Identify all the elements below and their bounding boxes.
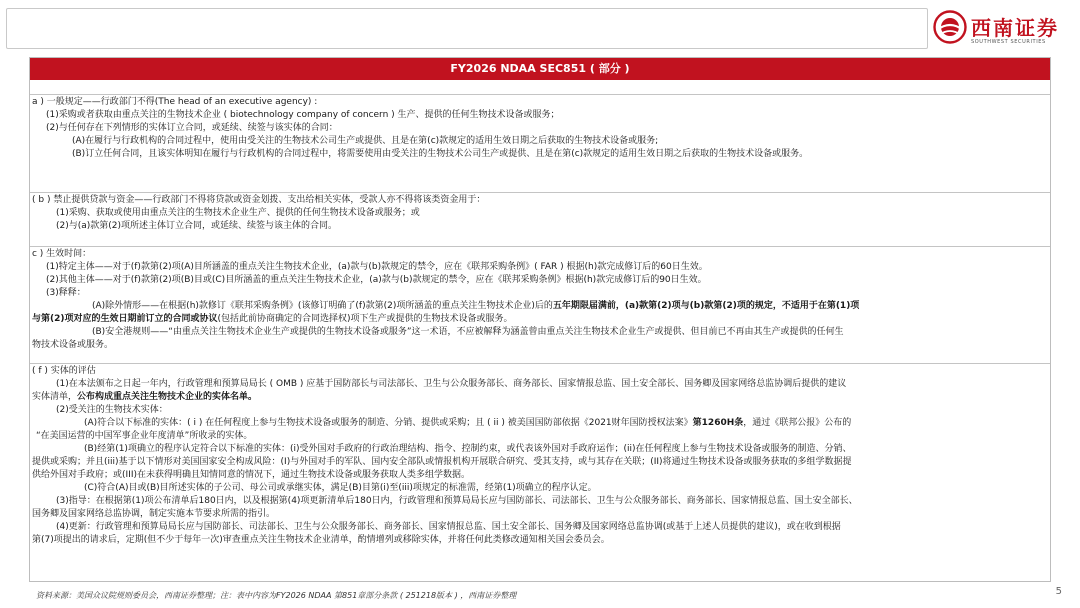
section-f-item-2a-line1 <box>32 417 1048 430</box>
section-c-item-3a-tail: (包括此前协商确定的合同选择权)项下生产或提供的生物技术设备或服务。 <box>217 314 513 324</box>
section-b-heading: ( b ) 禁止提供贷款与资金——行政部门不得将贷款或资金划拨、支出给相关实体，受款人亦不得将该类资金用于： <box>32 195 486 205</box>
section-a-heading: a ) 一般规定——行政部门不得(The head of an executive agency) : <box>32 97 318 107</box>
section-c-item-3a-emphasis: 五年期限届满前，(a)款第(2)项与(b)款第(2)项的规定，不适用于在第(1)项 <box>552 301 860 311</box>
section-b <box>30 192 1050 246</box>
section-c-item-3a-emphasis-2: 与第(2)项对应的生效日期前订立的合同或协议 <box>32 314 218 324</box>
section-f-item-1-emphasis: 公布构成重点关注生物技术企业的实体名单。 <box>77 392 258 402</box>
section-c-item-3a-text: (A)除外情形——在根据(h)款修订《联邦采购条例》(该修订明确了(f)款第(2)项所涵盖的重点关注生物技术企业)后的 <box>92 301 553 311</box>
section-c-item-3: (3)释释： <box>46 288 86 298</box>
source-note: 资料来源：美国众议院规则委员会，西南证券整理；注：表中内容为FY2026 NDAA 第851章部分条款 ( 251218版本 ) ，西南证券整理 <box>36 591 517 600</box>
section-f-item-1-text: 实体清单， <box>32 392 78 402</box>
section-a-item-1: (1)采购或者获取由重点关注的生物技术企业 ( biotechnology company of concern ) 生产、提供的任何生物技术设备或服务； <box>46 110 560 120</box>
ndaa-table <box>29 57 1051 582</box>
table-title: FY2026 NDAA SEC851 ( 部分 ) <box>30 58 1050 80</box>
section-a-item-2b: (B)订立任何合同，且该实体明知在履行与行政机构的合同过程中，将需要使用由受关注的生物技术公司生产或提供、且是在第(c)款规定的适用生效日期之后获取的生物技术设备或服务。 <box>72 149 809 159</box>
section-f-item-3-line1: (3)指导：在根据第(1)项公布清单后180日内，以及根据第(4)项更新清单后180日内，行政管理和预算局局长应与国防部长、司法部长、卫生与公众服务部长、商务部长、国家情报总监、国土安全部长、 <box>56 496 858 506</box>
brand-name-en: SOUTHWEST SECURITIES <box>971 39 1046 45</box>
section-f-item-2c: (C)符合(A)目或(B)目所述实体的子公司、母公司或承继实体，满足(B)目第(i)至(iii)项规定的标准需，经第(1)项确立的程序认定。 <box>84 483 597 493</box>
section-f-item-2a-line2: “在美国运营的中国军事企业年度清单”所收录的实体。 <box>36 431 253 441</box>
section-f-item-2b-line3: 供给外国对手政府；或(III)在未获得明确且知情同意的情况下，通过生物技术设备或服务获取人类多组学数据。 <box>32 470 470 480</box>
section-a <box>30 94 1050 192</box>
section-f-item-2b-line2: 提供或采购；并且(iii)基于以下情形对美国国家安全构成风险：(I)与外国对手的军队、国内安全部队或情报机构开展联合研究、受其支持，或与其存在关联；(II)将通过生物技术设备或服务获取的多组学数据提 <box>32 457 852 467</box>
page-number: 5 <box>1055 586 1062 597</box>
section-f-heading: ( f ) 实体的评估 <box>32 366 96 376</box>
section-c-item-3b-line1: (B)安全港规则——“由重点关注生物技术企业生产或提供的生物技术设备或服务”这一术语，不应被解释为涵盖曾由重点关注生物技术企业生产或提供、但目前已不再由其生产或提供的任何生 <box>92 327 844 337</box>
section-b-item-2: (2)与(a)款第(2)项所述主体订立合同，或延续、续签与该主体的合同。 <box>56 221 338 231</box>
section-f-item-2b-line1: (B)经第(1)项确立的程序认定符合以下标准的实体：(i)受外国对手政府的行政治理结构、指令、控制约束，或代表该外国对手政府运作；(ii)在任何程度上参与生物技术设备或服务的制造、分销、 <box>84 444 852 454</box>
section-c-heading: c ) 生效时间： <box>32 249 92 259</box>
section-f-item-1-line2 <box>32 391 1048 404</box>
section-f-item-2a-emphasis: 第1260H条 <box>692 418 744 428</box>
section-f-item-3-line2: 国务卿及国家网络总监协调，制定实施本节要求所需的指引。 <box>32 509 276 519</box>
section-a-item-2a: (A)在履行与行政机构的合同过程中，使用由受关注的生物技术公司生产或提供、且是在第(c)款规定的适用生效日期之后获取的生物技术设备或服务; <box>72 136 659 146</box>
section-f-item-2a-text: (A)符合以下标准的实体：( i ) 在任何程度上参与生物技术设备或服务的制造、分销、提供或采购；且 ( ii ) 被美国国防部依据《2021财年国防授权法案》 <box>84 418 693 428</box>
section-c-item-2: (2)其他主体——对于(f)款第(2)项(B)目或(C)目所涵盖的重点关注生物技术企业，(a)款与(b)款规定的禁令，应在《联邦采购条例》根据(h)款完成修订后的90日生效。 <box>46 275 707 285</box>
section-f-item-4-line1: (4)更新：行政管理和预算局局长应与国防部长、司法部长、卫生与公众服务部长、商务部长、国家情报总监、国土安全部长、国务卿及国家网络总监协调(或基于上述人员提供的建议)，或在收到根据 <box>56 522 841 532</box>
section-a-item-2: (2)与任何存在下列情形的实体订立合同，或延续、续签与该实体的合同： <box>46 123 338 133</box>
header-frame <box>6 8 928 49</box>
brand-logo <box>933 8 1073 52</box>
section-b-item-1: (1)采购、获取或使用由重点关注的生物技术企业生产、提供的任何生物技术设备或服务；或 <box>56 208 420 218</box>
section-c-item-3a-line1 <box>32 300 1048 313</box>
section-f <box>30 363 1050 583</box>
section-f-item-1-line1: (1)在本法颁布之日起一年内，行政管理和预算局局长 ( OMB ) 应基于国防部长与司法部长、卫生与公众服务部长、商务部长、国家情报总监、国土安全部长、国务卿及国家网络总监协调后提供的建议 <box>56 379 847 389</box>
section-c <box>30 246 1050 363</box>
section-f-item-2a-tail: ，通过《联邦公报》公布的 <box>743 418 852 428</box>
section-c-item-1: (1)特定主体——对于(f)款第(2)项(A)目所涵盖的重点关注生物技术企业，(a)款与(b)款规定的禁令，应在《联邦采购条例》( FAR ) 根据(h)款完成修订后的60日生效。 <box>46 262 708 272</box>
brand-name-cn: 西南证券 <box>971 16 1059 40</box>
section-f-item-4-line2: 第(7)项提出的请求后，定期(但不少于每年一次)审查重点关注生物技术企业清单，酌情增列或移除实体，并将任何此类修改通知相关国会委员会。 <box>32 535 610 545</box>
southwest-securities-logo-icon <box>933 10 967 44</box>
section-c-item-3a-line2 <box>32 313 1048 326</box>
section-f-item-2: (2)受关注的生物技术实体： <box>56 405 168 415</box>
section-c-item-3b-line2: 物技术设备或服务。 <box>32 340 114 350</box>
